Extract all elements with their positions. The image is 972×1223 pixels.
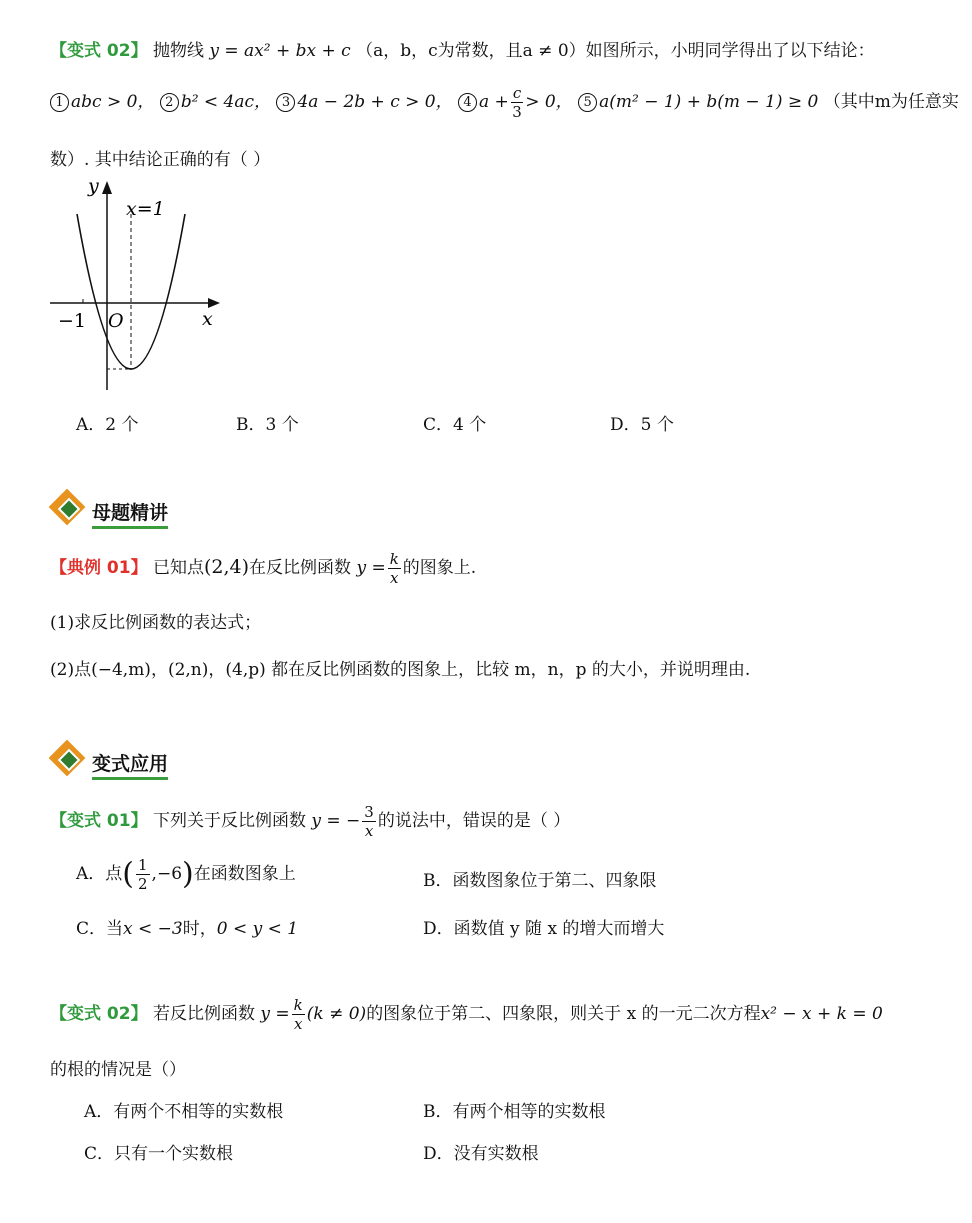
v1-optA-pre: A．点: [76, 864, 123, 884]
ex1-den: x: [390, 569, 399, 587]
conclusion-4-pre: a +: [479, 92, 509, 112]
conclusion-1: abc > 0，: [71, 92, 155, 112]
ex1-text-2: 在反比例函数: [249, 558, 352, 578]
neg1-label: −1: [58, 310, 87, 332]
axis-line-label: x=1: [126, 198, 165, 220]
v2-den: x: [293, 1015, 303, 1033]
x-label: x: [202, 308, 213, 330]
circle-4-icon: 4: [458, 93, 477, 112]
q1-stem-1: 抛物线: [152, 41, 204, 61]
q1-line1: [50, 36, 875, 61]
q1-stem-2: （a，b，c为常数，且a ≠ 0）如图所示，小明同学得出了以下结论：: [356, 41, 875, 61]
v2-option-c[interactable]: C．只有一个实数根: [84, 1144, 234, 1164]
v1-line1: [50, 803, 570, 840]
ex1-part2-pre: (2)点: [50, 660, 92, 680]
circle-5-icon: 5: [578, 93, 597, 112]
conclusion-5: a(m² − 1) + b(m − 1) ≥ 0: [599, 92, 819, 112]
q1-tag: 【变式 02】: [50, 41, 148, 61]
v1-fraction: [362, 803, 376, 840]
v1-tag: 【变式 01】: [50, 811, 148, 831]
q1-stem-expr: y = ax² + bx + c: [209, 41, 351, 61]
v2-option-a[interactable]: A．有两个不相等的实数根: [84, 1102, 284, 1122]
q1-option-a[interactable]: A．2 个: [76, 415, 139, 435]
v2-option-b[interactable]: B．有两个相等的实数根: [423, 1102, 606, 1122]
ex1-point: (2,4): [203, 556, 250, 578]
v1-optA-num: 1: [138, 856, 148, 874]
v1-den: x: [364, 822, 374, 840]
v1-option-a[interactable]: [76, 856, 296, 893]
v2-line2: 的根的情况是（）: [50, 1060, 186, 1080]
v1-optA-post: 在函数图象上: [193, 864, 296, 884]
v1-optA-den: 2: [138, 875, 148, 893]
q1-option-b[interactable]: B．3 个: [236, 415, 299, 435]
left-paren: (: [122, 856, 134, 892]
v1-optC-pre: C．当: [76, 919, 124, 939]
v2-func-pre: y =: [260, 1004, 290, 1024]
origin-label: O: [108, 310, 124, 332]
conclusion-5-note: （其中m为任意实: [823, 92, 959, 112]
v1-text-1: 下列关于反比例函数: [152, 811, 306, 831]
ex1-line1: [50, 550, 476, 587]
y-axis-arrow-icon: [102, 181, 112, 194]
v1-option-d[interactable]: D．函数值 y 随 x 的增大而增大: [423, 919, 665, 939]
v2-func-cond: (k ≠ 0): [306, 1004, 367, 1024]
q1-conclusions: [50, 84, 959, 121]
v1-option-c[interactable]: [76, 914, 298, 939]
v1-text-2: 的说法中，错误的是（ ）: [377, 811, 571, 831]
v2-fraction: [292, 996, 305, 1033]
right-paren: ): [182, 856, 194, 892]
x-axis-arrow-icon: [208, 298, 220, 308]
ex1-part2-post: 都在反比例函数的图象上，比较 m，n，p 的大小，并说明理由.: [271, 660, 751, 680]
conclusion-2: b² < 4ac，: [180, 92, 272, 112]
conclusion-3: 4a − 2b + c > 0，: [297, 92, 453, 112]
c4-numerator: c: [512, 84, 522, 102]
v1-func-pre: y = −: [311, 811, 361, 831]
circle-3-icon: 3: [276, 93, 295, 112]
v2-tag: 【变式 02】: [50, 1004, 148, 1024]
ex1-tag: 【典例 01】: [50, 558, 148, 578]
v1-num: 3: [364, 803, 374, 821]
ex1-num: k: [389, 550, 399, 568]
v2-option-d[interactable]: D．没有实数根: [423, 1144, 539, 1164]
ex1-text-1: 已知点: [152, 558, 204, 578]
v2-text-1: 若反比例函数: [152, 1004, 255, 1024]
v1-optC-math: x < −3: [123, 919, 183, 939]
q1-option-c[interactable]: C．4 个: [423, 415, 487, 435]
ex1-fraction: [388, 550, 401, 587]
ex1-func-pre: y =: [356, 558, 386, 578]
ex1-text-3: 的图象上.: [402, 558, 477, 578]
section-title: 变式应用: [92, 749, 168, 780]
v2-equation: x² − x + k = 0: [760, 1004, 883, 1024]
section-title: 母题精讲: [92, 498, 168, 529]
conclusion-4-post: > 0，: [525, 92, 573, 112]
v1-optA-tail: ,−6: [151, 864, 183, 884]
c4-denominator: 3: [512, 103, 522, 121]
ex1-part1: (1)求反比例函数的表达式；: [50, 613, 262, 633]
ex1-part2-points: (−4,m)，(2,n)，(4,p): [91, 660, 266, 680]
v1-optA-frac: [136, 856, 150, 893]
q1-option-d[interactable]: D．5 个: [610, 415, 674, 435]
v1-optC-math2: 0 < y < 1: [216, 919, 299, 939]
y-label: y: [88, 175, 99, 197]
conclusion-4-fraction: [511, 84, 523, 121]
v2-line1: [50, 996, 883, 1033]
ex1-part2: [50, 655, 750, 680]
v1-optC-mid: 时，: [182, 919, 217, 939]
circle-2-icon: 2: [160, 93, 179, 112]
circle-1-icon: 1: [50, 93, 69, 112]
v2-num: k: [293, 996, 303, 1014]
parabola-graph: [40, 172, 240, 397]
q1-line3: 数）. 其中结论正确的有（ ）: [50, 150, 271, 170]
v2-text-2: 的图象位于第二、四象限，则关于 x 的一元二次方程: [366, 1004, 761, 1024]
v1-option-b[interactable]: B．函数图象位于第二、四象限: [423, 871, 657, 891]
